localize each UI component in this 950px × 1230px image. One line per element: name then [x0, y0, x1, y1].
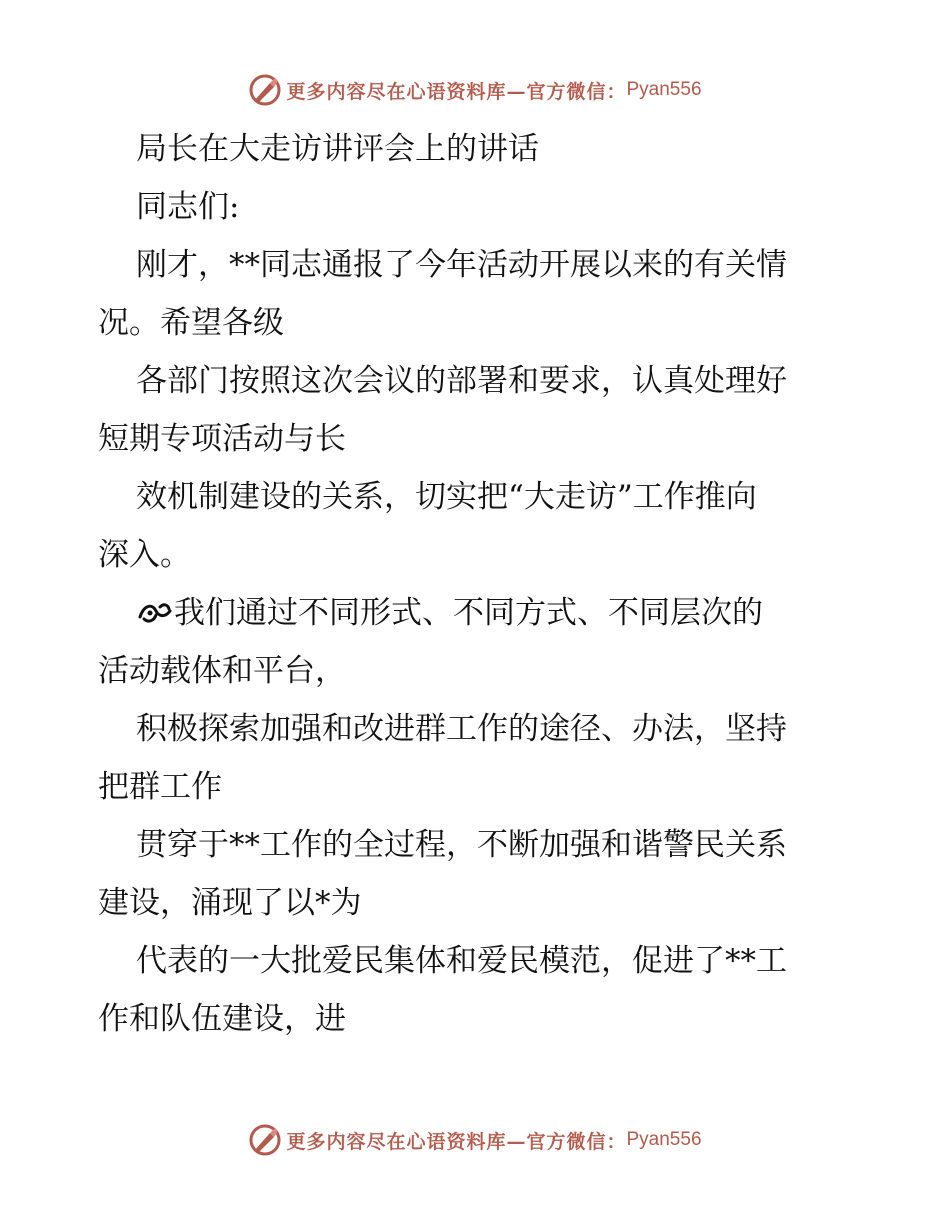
paragraph-7-line-2: 作和队伍建设，进 — [98, 1001, 346, 1037]
paragraph-4-line-1-text: 我们通过不同形式、不同方式、不同层次的 — [174, 595, 763, 631]
document-body — [98, 120, 858, 1048]
banner-text: 更多内容尽在心语资料库—官方微信： — [286, 1130, 627, 1153]
paragraph-2-line-2: 短期专项活动与长 — [98, 421, 346, 457]
pen-logo-icon — [248, 1123, 282, 1157]
banner-wechat-id: Pyan556 — [626, 1129, 702, 1150]
paragraph-3-line-2: 深入。 — [98, 537, 191, 573]
pen-logo-icon — [248, 73, 282, 107]
paragraph-1-line-1: 刚才，**同志通报了今年活动开展以来的有关情 — [136, 247, 787, 283]
salutation: 同志们: — [136, 189, 240, 225]
banner-wechat-id: Pyan556 — [626, 79, 702, 100]
paragraph-4-line-2: 活动载体和平台， — [98, 653, 346, 689]
document-title: 局长在大走访讲评会上的讲话 — [136, 131, 539, 167]
banner-text: 更多内容尽在心语资料库—官方微信： — [286, 80, 627, 103]
footer-watermark-banner — [0, 1120, 950, 1160]
paragraph-7-line-1: 代表的一大批爱民集体和爱民模范，促进了**工 — [136, 943, 787, 979]
paragraph-6-line-1: 贯穿于**工作的全过程，不断加强和谐警民关系 — [136, 827, 787, 863]
ornament-icon — [136, 597, 174, 627]
paragraph-3-line-1: 效机制建设的关系，切实把“大走访”工作推向 — [136, 479, 757, 515]
paragraph-5-line-2: 把群工作 — [98, 769, 222, 805]
paragraph-6-line-2: 建设，涌现了以*为 — [98, 885, 362, 921]
paragraph-1-line-2: 况。希望各级 — [98, 305, 284, 341]
paragraph-5-line-1: 积极探索加强和改进群工作的途径、办法，坚持 — [136, 711, 787, 747]
paragraph-4-line-1 — [98, 584, 858, 642]
paragraph-2-line-1: 各部门按照这次会议的部署和要求，认真处理好 — [136, 363, 787, 399]
header-watermark-banner — [0, 70, 950, 110]
